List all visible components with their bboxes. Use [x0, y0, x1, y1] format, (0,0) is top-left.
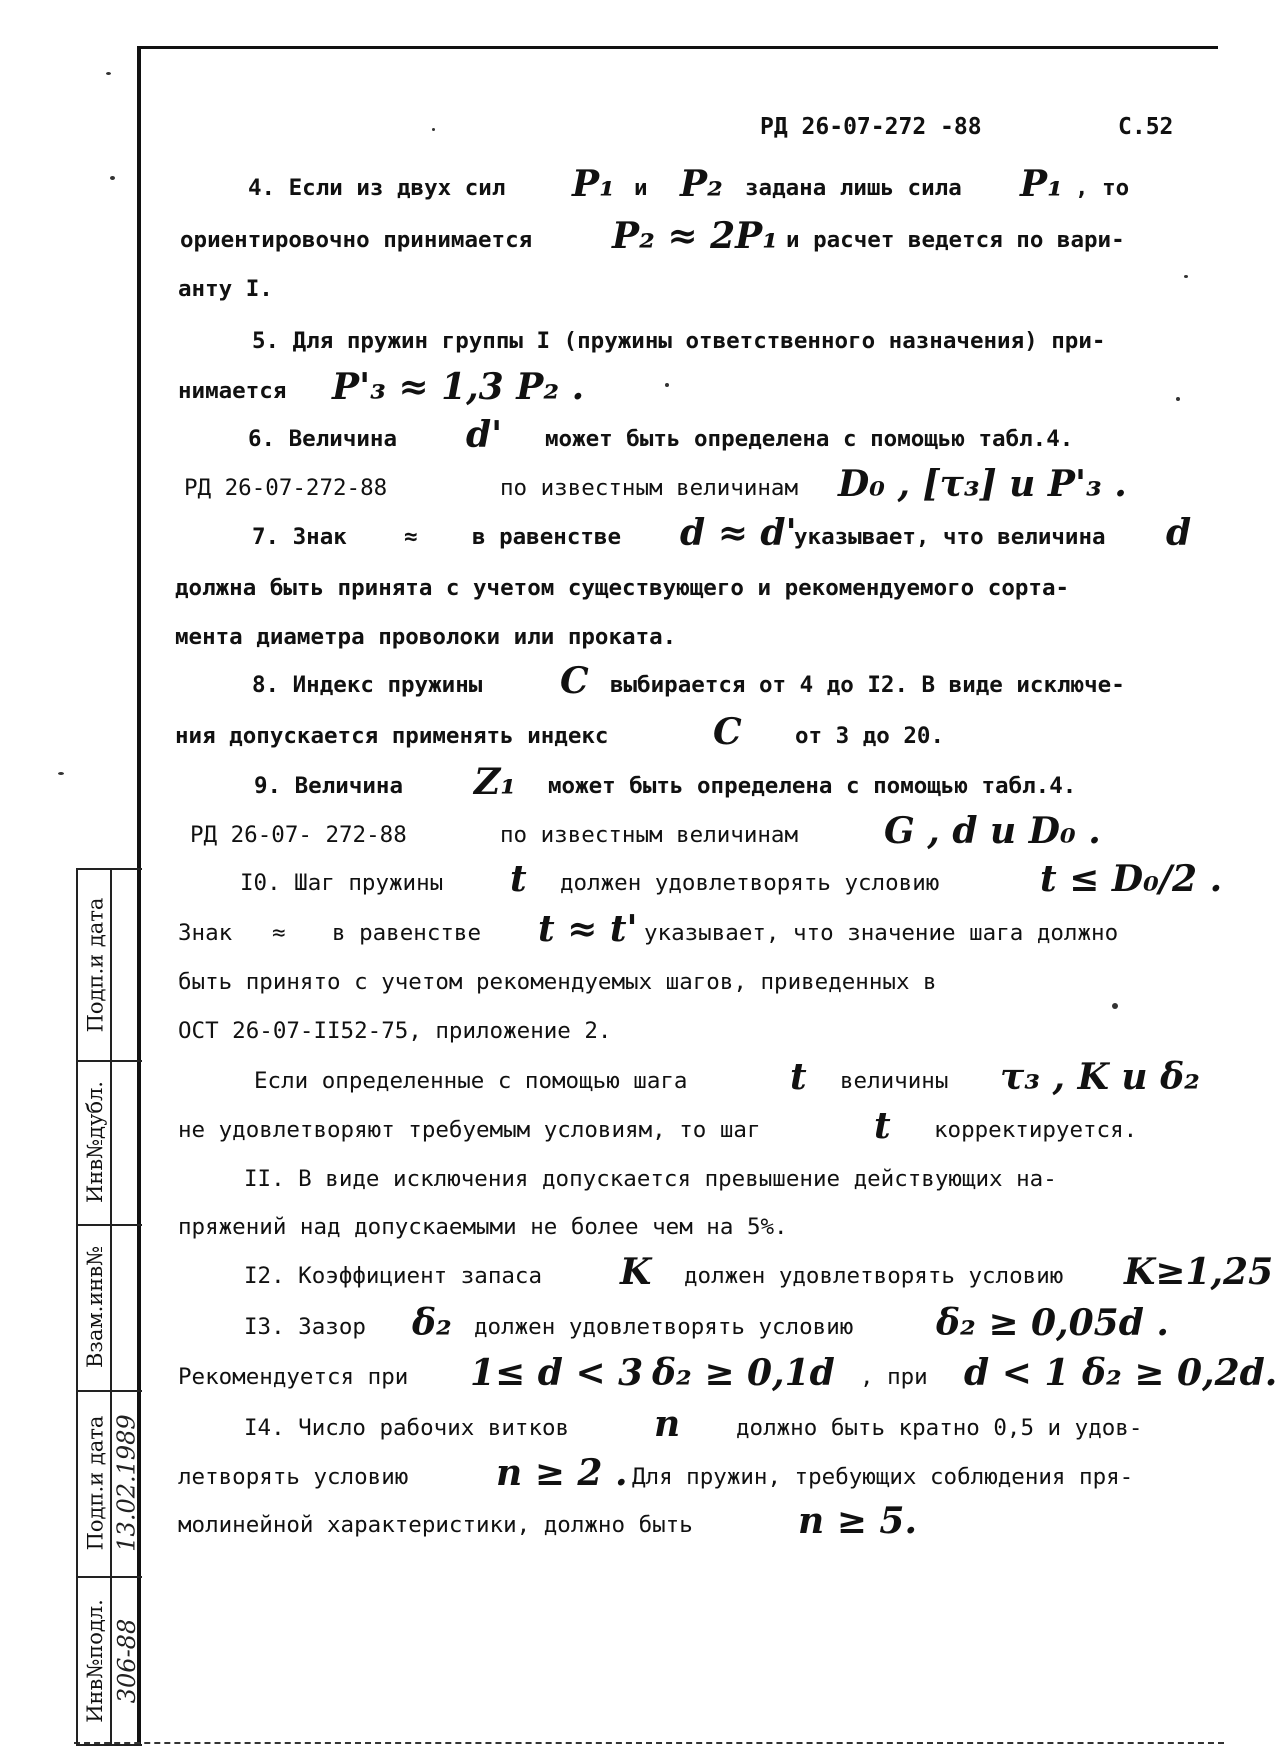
text-segment: Для пружин, требующих соблюдения пря-	[632, 1464, 1134, 1490]
text-segment: , то	[1075, 175, 1130, 201]
text-line	[0, 957, 1251, 1007]
text-line	[0, 1202, 1251, 1252]
text-segment: должен удовлетворять условию	[474, 1314, 854, 1340]
handwritten-formula: t ≈ t'	[538, 908, 638, 950]
text-segment: от 3 до 20.	[795, 723, 945, 749]
text-segment: Рекомендуется при	[178, 1364, 409, 1390]
scan-speck	[106, 72, 111, 75]
stamp-handwritten-number: 306-88	[113, 1618, 141, 1704]
text-segment: в равенстве	[472, 524, 622, 550]
handwritten-formula: n	[654, 1403, 681, 1445]
stamp-label-sign-date-1: Подп.и дата	[83, 897, 108, 1033]
text-line	[0, 1352, 1277, 1402]
text-line	[0, 711, 1251, 761]
text-line	[0, 264, 1251, 314]
scan-speck	[110, 176, 115, 180]
text-line	[0, 761, 1251, 811]
text-line	[0, 1105, 1251, 1155]
text-segment: нимается	[178, 378, 287, 404]
text-line	[0, 1403, 1251, 1453]
handwritten-formula: C	[560, 660, 589, 702]
text-segment: II. В виде исключения допускается превышение действующих на-	[244, 1166, 1057, 1192]
scan-speck	[1184, 275, 1188, 278]
scan-speck	[432, 128, 435, 131]
text-line	[0, 1056, 1251, 1106]
text-segment: по известным величинам	[500, 822, 799, 848]
handwritten-formula: C	[713, 711, 742, 753]
text-line	[0, 512, 1251, 562]
handwritten-formula: P'₃ ≈ 1,3 P₂ .	[332, 366, 585, 408]
text-line	[0, 1251, 1274, 1301]
handwritten-formula: δ₂	[412, 1302, 452, 1344]
text-segment: РД 26-07- 272-88	[190, 822, 407, 848]
text-segment: указывает, что величина	[794, 524, 1106, 550]
handwritten-formula: t	[790, 1056, 807, 1098]
text-segment: задана лишь сила	[745, 175, 962, 201]
text-segment: 4. Если из двух сил	[248, 175, 506, 201]
handwritten-formula: n ≥ 5.	[798, 1500, 917, 1542]
text-line	[0, 908, 1251, 958]
text-line	[0, 366, 1251, 416]
text-segment: указывает, что значение шага должно	[644, 920, 1119, 946]
text-segment: летворять условию	[178, 1464, 409, 1490]
text-line	[0, 858, 1251, 908]
text-segment: должна быть принята с учетом существующего и рекомендуемого сорта-	[175, 575, 1070, 601]
handwritten-formula: d ≈ d'	[680, 512, 797, 554]
text-segment: в равенстве	[332, 920, 482, 946]
text-segment: анту I.	[178, 276, 273, 302]
text-line	[0, 215, 1251, 265]
text-segment: не удовлетворяют требуемым условиям, то шаг	[178, 1117, 761, 1143]
text-segment: 8. Индекс пружины	[252, 672, 483, 698]
text-segment: ния допускается применять индекс	[175, 723, 609, 749]
text-segment: должно быть кратно 0,5 и удов-	[736, 1415, 1143, 1441]
text-line	[0, 463, 1251, 513]
text-segment: Если определенные с помощью шага	[254, 1068, 688, 1094]
text-segment: РД 26-07-272-88	[184, 475, 388, 501]
stamp-label-sign-date-2: Подп.и дата	[83, 1415, 108, 1551]
text-segment: по известным величинам	[500, 475, 799, 501]
handwritten-formula: d < 1 δ₂ ≥ 0,2d.	[964, 1352, 1277, 1394]
handwritten-formula: τ₃ , K и δ₂	[1000, 1056, 1200, 1098]
text-segment: I2. Коэффициент запаса	[244, 1263, 543, 1289]
text-segment: и	[634, 175, 648, 201]
text-segment: I4. Число рабочих витков	[244, 1415, 570, 1441]
text-segment: должен удовлетворять условию	[684, 1263, 1064, 1289]
text-segment: I0. Шаг пружины	[240, 870, 444, 896]
handwritten-formula: δ₂ ≥ 0,05d .	[936, 1302, 1169, 1344]
text-segment: 7. Знак	[252, 524, 347, 550]
handwritten-formula: D₀ , [τ₃] и P'₃ .	[838, 463, 1127, 505]
handwritten-formula: P₁	[1020, 163, 1063, 205]
frame-top-border	[139, 46, 1218, 49]
text-segment: молинейной характеристики, должно быть	[178, 1512, 693, 1538]
text-segment: и расчет ведется по вари-	[786, 227, 1125, 253]
handwritten-formula: P₁	[572, 163, 615, 205]
text-segment: ориентировочно принимается	[180, 227, 533, 253]
handwritten-formula: t	[874, 1105, 891, 1147]
text-segment: корректируется.	[934, 1117, 1138, 1143]
frame-bottom-border	[74, 1742, 1224, 1746]
margin-stamp-block	[76, 868, 142, 1746]
stamp-label-duplicate-no: Инв№дубл.	[83, 1081, 108, 1203]
text-line	[0, 563, 1251, 613]
text-segment: выбирается от 4 до I2. В виде исключе-	[610, 672, 1125, 698]
text-line	[0, 163, 1251, 213]
page-number: С.52	[1118, 114, 1174, 140]
scan-speck	[58, 772, 64, 775]
handwritten-formula: t ≤ D₀/2 .	[1040, 858, 1223, 900]
text-segment: должен удовлетворять условию	[560, 870, 940, 896]
text-segment: 9. Величина	[254, 773, 404, 799]
scan-speck	[665, 383, 669, 387]
handwritten-formula: P₂	[680, 163, 723, 205]
text-segment: пряжений над допускаемыми не более чем на 5%.	[178, 1214, 788, 1240]
text-segment: может быть определена с помощью табл.4.	[548, 773, 1077, 799]
document-code: РД 26-07-272 -88	[760, 114, 982, 140]
text-segment: мента диаметра проволоки или проката.	[175, 624, 677, 650]
text-line	[0, 660, 1251, 710]
stamp-label-replacement-no: Взам.инв№	[83, 1245, 108, 1369]
handwritten-formula: t	[510, 858, 527, 900]
text-segment: , при	[860, 1364, 928, 1390]
text-line	[0, 316, 1251, 366]
handwritten-formula: n ≥ 2 .	[496, 1452, 628, 1494]
text-segment: ≈	[272, 920, 286, 946]
text-line	[0, 1452, 1251, 1502]
text-segment: ≈	[404, 524, 418, 550]
text-segment: ОСТ 26-07-II52-75, приложение 2.	[178, 1018, 612, 1044]
handwritten-formula: Z₁	[474, 761, 517, 803]
text-segment: может быть определена с помощью табл.4.	[545, 426, 1074, 452]
text-segment: I3. Зазор	[244, 1314, 366, 1340]
text-line	[0, 1500, 1251, 1550]
text-segment: 6. Величина	[248, 426, 398, 452]
text-line	[0, 810, 1251, 860]
text-line	[0, 1006, 1251, 1056]
handwritten-formula: G , d и D₀ .	[884, 810, 1101, 852]
text-line	[0, 612, 1251, 662]
handwritten-formula: d	[1166, 512, 1192, 554]
scan-speck	[1176, 397, 1180, 401]
text-line	[0, 414, 1251, 464]
handwritten-formula: δ₂ ≥ 0,1d	[652, 1352, 835, 1394]
stamp-handwritten-date: 13.02.1989	[113, 1414, 142, 1552]
text-segment: величины	[840, 1068, 949, 1094]
text-line	[0, 1302, 1251, 1352]
stamp-label-original-no: Инв№подл.	[83, 1599, 107, 1723]
handwritten-formula: K	[620, 1251, 652, 1293]
handwritten-formula: 1≤ d < 3	[470, 1352, 644, 1394]
text-segment: быть принято с учетом рекомендуемых шагов, приведенных в	[178, 969, 937, 995]
text-segment: Знак	[178, 920, 233, 946]
scan-speck	[1112, 1003, 1118, 1009]
handwritten-formula: K≥1,25	[1124, 1251, 1274, 1293]
text-line	[0, 1154, 1251, 1204]
text-segment: 5. Для пружин группы I (пружины ответственного назначения) при-	[252, 328, 1106, 354]
handwritten-formula: P₂ ≈ 2P₁	[612, 215, 778, 257]
handwritten-formula: d'	[466, 414, 503, 456]
